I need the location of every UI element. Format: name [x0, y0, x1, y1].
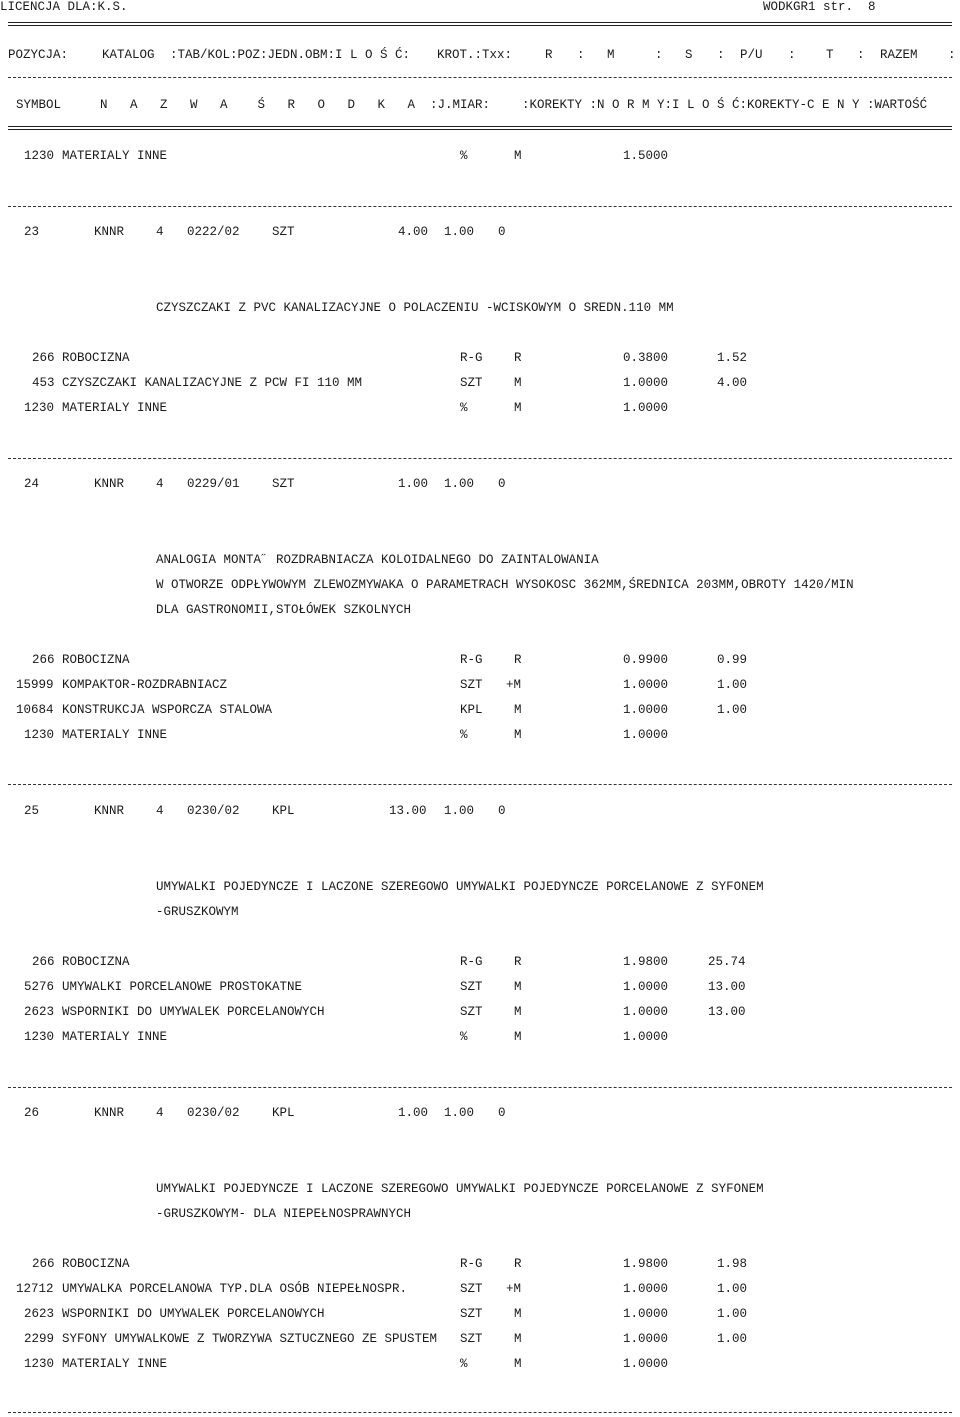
- resource-norm: 1.0000: [623, 1357, 669, 1371]
- col-sep: :: [857, 48, 865, 62]
- position-flag: 0: [498, 804, 506, 818]
- resource-quantity: 1.00: [717, 1307, 748, 1321]
- resource-name: ROBOCIZNA: [62, 955, 130, 969]
- resource-unit: R-G: [460, 351, 483, 365]
- resource-unit: SZT: [460, 1332, 483, 1346]
- resource-line: [0, 1307, 960, 1323]
- resource-unit: SZT: [460, 1005, 483, 1019]
- resource-code: 453: [32, 376, 55, 390]
- resource-norm: 1.0000: [623, 1005, 669, 1019]
- resource-code: 10684: [16, 703, 54, 717]
- resource-name: WSPORNIKI DO UMYWALEK PORCELANOWYCH: [62, 1005, 325, 1019]
- resource-unit: %: [460, 149, 468, 163]
- position-header: [0, 1106, 960, 1122]
- resource-line: [0, 955, 960, 971]
- resource-norm: 1.0000: [623, 678, 669, 692]
- resource-norm: 1.0000: [623, 1030, 669, 1044]
- position-description: UMYWALKI POJEDYNCZE I LACZONE SZEREGOWO UMYWALKI POJEDYNCZE PORCELANOWE Z SYFONEM: [156, 1182, 764, 1196]
- position-catalog: KNNR: [94, 1106, 125, 1120]
- position-description: -GRUSZKOWYM- DLA NIEPEŁNOSPRAWNYCH: [156, 1207, 412, 1221]
- resource-line: [0, 149, 960, 165]
- position-header: [0, 477, 960, 493]
- resource-norm: 1.0000: [623, 703, 669, 717]
- position-number: 26: [24, 1106, 40, 1120]
- resource-quantity: 13.00: [708, 980, 746, 994]
- resource-code: 15999: [16, 678, 54, 692]
- resource-norm: 1.0000: [623, 1307, 669, 1321]
- position-number: 25: [24, 804, 40, 818]
- resource-line: [0, 1357, 960, 1373]
- col-sep: :: [948, 48, 956, 62]
- position-table: 4: [156, 225, 164, 239]
- resource-line: [0, 1282, 960, 1298]
- resource-unit: SZT: [460, 1307, 483, 1321]
- col-sep: :: [577, 48, 585, 62]
- resource-name: KONSTRUKCJA WSPORCZA STALOWA: [62, 703, 273, 717]
- position-table: 4: [156, 477, 164, 491]
- resource-unit: SZT: [460, 1282, 483, 1296]
- position-description: -GRUSZKOWYM: [156, 905, 239, 919]
- resource-line: [0, 1005, 960, 1021]
- col-sep: :: [788, 48, 796, 62]
- col-symbol: SYMBOL: [16, 98, 62, 112]
- resource-type: M: [514, 376, 522, 390]
- position-flag: 0: [498, 1106, 506, 1120]
- resource-quantity: 0.99: [717, 653, 748, 667]
- dashed-rule: [8, 784, 952, 785]
- col-razem: RAZEM: [880, 48, 918, 62]
- resource-name: MATERIALY INNE: [62, 1030, 168, 1044]
- resource-code: 1230: [24, 1030, 55, 1044]
- resource-quantity: 1.52: [717, 351, 748, 365]
- resource-quantity: 25.74: [708, 955, 746, 969]
- resource-line: [0, 678, 960, 694]
- position-unit: KPL: [272, 804, 295, 818]
- dashed-rule: [8, 1412, 952, 1413]
- resource-unit: KPL: [460, 703, 483, 717]
- resource-quantity: 4.00: [717, 376, 748, 390]
- position-quantity: 1.00: [398, 477, 429, 491]
- resource-norm: 1.9800: [623, 1257, 669, 1271]
- resource-type: M: [514, 149, 522, 163]
- position-quantity: 13.00: [389, 804, 427, 818]
- resource-norm: 0.9900: [623, 653, 669, 667]
- resource-type: M: [514, 728, 522, 742]
- resource-line: [0, 401, 960, 417]
- resource-type: M: [514, 1005, 522, 1019]
- resource-line: [0, 703, 960, 719]
- position-catalog: KNNR: [94, 225, 125, 239]
- resource-type: +M: [506, 678, 522, 692]
- resource-unit: %: [460, 401, 468, 415]
- resource-norm: 1.0000: [623, 401, 669, 415]
- resource-unit: SZT: [460, 980, 483, 994]
- resource-type: R: [514, 653, 522, 667]
- position-description: ANALOGIA MONTA˝ ROZDRABNIACZA KOLOIDALNEGO DO ZAINTALOWANIA: [156, 553, 599, 567]
- resource-unit: SZT: [460, 376, 483, 390]
- resource-name: UMYWALKA PORCELANOWA TYP.DLA OSÓB NIEPEŁNOSPR.: [62, 1282, 408, 1296]
- resource-norm: 1.5000: [623, 149, 669, 163]
- col-korekty: :KOREKTY :N O R M Y:I L O Ś Ć:KOREKTY-C E N Y :WARTOŚĆ: [522, 98, 928, 112]
- resource-quantity: 1.00: [717, 1282, 748, 1296]
- resource-norm: 1.9800: [623, 955, 669, 969]
- resource-name: KOMPAKTOR-ROZDRABNIACZ: [62, 678, 228, 692]
- resource-unit: %: [460, 1357, 468, 1371]
- resource-unit: SZT: [460, 678, 483, 692]
- double-rule: [8, 126, 952, 130]
- resource-code: 2623: [24, 1307, 55, 1321]
- position-unit: KPL: [272, 1106, 295, 1120]
- resource-name: WSPORNIKI DO UMYWALEK PORCELANOWYCH: [62, 1307, 325, 1321]
- resource-quantity: 1.00: [717, 678, 748, 692]
- position-code: 0230/02: [187, 804, 240, 818]
- resource-code: 1230: [24, 401, 55, 415]
- position-catalog: KNNR: [94, 477, 125, 491]
- resource-line: [0, 728, 960, 744]
- resource-line: [0, 980, 960, 996]
- resource-norm: 0.3800: [623, 351, 669, 365]
- resource-code: 1230: [24, 1357, 55, 1371]
- position-flag: 0: [498, 225, 506, 239]
- position-code: 0229/01: [187, 477, 240, 491]
- resource-unit: R-G: [460, 653, 483, 667]
- col-katalog: KATALOG: [102, 48, 155, 62]
- license-label: LICENCJA DLA:K.S.: [0, 0, 128, 14]
- resource-name: UMYWALKI PORCELANOWE PROSTOKATNE: [62, 980, 303, 994]
- resource-type: M: [514, 980, 522, 994]
- resource-norm: 1.0000: [623, 728, 669, 742]
- position-multiplier: 1.00: [444, 477, 475, 491]
- position-description: DLA GASTRONOMII,STOŁÓWEK SZKOLNYCH: [156, 603, 412, 617]
- resource-type: M: [514, 1307, 522, 1321]
- resource-type: R: [514, 351, 522, 365]
- resource-code: 1230: [24, 728, 55, 742]
- resource-norm: 1.0000: [623, 980, 669, 994]
- col-pu: P/U: [740, 48, 763, 62]
- resource-quantity: 1.00: [717, 1332, 748, 1346]
- resource-type: R: [514, 1257, 522, 1271]
- resource-type: M: [514, 401, 522, 415]
- double-rule: [8, 22, 952, 26]
- resource-line: [0, 1030, 960, 1046]
- resource-quantity: 13.00: [708, 1005, 746, 1019]
- resource-name: ROBOCIZNA: [62, 351, 130, 365]
- resource-norm: 1.0000: [623, 1282, 669, 1296]
- dashed-rule: [8, 77, 952, 78]
- col-pozycja: POZYCJA:: [8, 48, 69, 62]
- position-quantity: 1.00: [398, 1106, 429, 1120]
- resource-norm: 1.0000: [623, 376, 669, 390]
- position-description: UMYWALKI POJEDYNCZE I LACZONE SZEREGOWO UMYWALKI POJEDYNCZE PORCELANOWE Z SYFONEM: [156, 880, 764, 894]
- position-quantity: 4.00: [398, 225, 429, 239]
- resource-type: M: [514, 1357, 522, 1371]
- resource-type: R: [514, 955, 522, 969]
- resource-type: +M: [506, 1282, 522, 1296]
- resource-name: MATERIALY INNE: [62, 1357, 168, 1371]
- resource-line: [0, 1257, 960, 1273]
- resource-type: M: [514, 1030, 522, 1044]
- col-t: T: [826, 48, 834, 62]
- resource-name: MATERIALY INNE: [62, 728, 168, 742]
- resource-line: [0, 653, 960, 669]
- dashed-rule: [8, 458, 952, 459]
- col-m: M: [607, 48, 615, 62]
- resource-quantity: 1.98: [717, 1257, 748, 1271]
- resource-code: 266: [32, 653, 55, 667]
- position-catalog: KNNR: [94, 804, 125, 818]
- resource-code: 1230: [24, 149, 55, 163]
- position-unit: SZT: [272, 477, 295, 491]
- position-description: W OTWORZE ODPŁYWOWYM ZLEWOZMYWAKA O PARAMETRACH WYSOKOSC 362MM,ŚREDNICA 203MM,OBROTY 1420/MIN: [156, 578, 854, 592]
- resource-line: [0, 376, 960, 392]
- resource-unit: R-G: [460, 955, 483, 969]
- resource-name: ROBOCIZNA: [62, 1257, 130, 1271]
- resource-unit: %: [460, 1030, 468, 1044]
- position-code: 0230/02: [187, 1106, 240, 1120]
- resource-name: SYFONY UMYWALKOWE Z TWORZYWA SZTUCZNEGO ZE SPUSTEM: [62, 1332, 438, 1346]
- resource-code: 5276: [24, 980, 55, 994]
- position-number: 23: [24, 225, 40, 239]
- dashed-rule: [8, 206, 952, 207]
- position-header: [0, 225, 960, 241]
- resource-type: M: [514, 703, 522, 717]
- position-multiplier: 1.00: [444, 225, 475, 239]
- resource-name: MATERIALY INNE: [62, 149, 168, 163]
- position-number: 24: [24, 477, 40, 491]
- position-multiplier: 1.00: [444, 1106, 475, 1120]
- position-code: 0222/02: [187, 225, 240, 239]
- resource-code: 12712: [16, 1282, 54, 1296]
- resource-name: CZYSZCZAKI KANALIZACYJNE Z PCW FI 110 MM: [62, 376, 363, 390]
- position-table: 4: [156, 1106, 164, 1120]
- resource-line: [0, 1332, 960, 1348]
- col-sep: :: [717, 48, 725, 62]
- position-flag: 0: [498, 477, 506, 491]
- col-tab-kol: :TAB/KOL:POZ:JEDN.OBM:I L O Ś Ć:: [170, 48, 411, 62]
- position-unit: SZT: [272, 225, 295, 239]
- resource-unit: R-G: [460, 1257, 483, 1271]
- resource-line: [0, 351, 960, 367]
- resource-code: 2623: [24, 1005, 55, 1019]
- resource-quantity: 1.00: [717, 703, 748, 717]
- resource-code: 266: [32, 1257, 55, 1271]
- resource-norm: 1.0000: [623, 1332, 669, 1346]
- col-sep: :: [655, 48, 663, 62]
- resource-type: M: [514, 1332, 522, 1346]
- document-reference: WODKGR1 str. 8: [763, 0, 876, 14]
- resource-code: 2299: [24, 1332, 55, 1346]
- position-description: CZYSZCZAKI Z PVC KANALIZACYJNE O POLACZENIU -WCISKOWYM O SREDN.110 MM: [156, 301, 674, 315]
- position-table: 4: [156, 804, 164, 818]
- position-multiplier: 1.00: [444, 804, 475, 818]
- resource-unit: %: [460, 728, 468, 742]
- resource-code: 266: [32, 351, 55, 365]
- resource-name: MATERIALY INNE: [62, 401, 168, 415]
- dashed-rule: [8, 1087, 952, 1088]
- resource-code: 266: [32, 955, 55, 969]
- position-header: [0, 804, 960, 820]
- col-krot: KROT.:Txx:: [437, 48, 513, 62]
- col-r: R: [545, 48, 553, 62]
- col-s: S: [685, 48, 693, 62]
- resource-name: ROBOCIZNA: [62, 653, 130, 667]
- col-nazwa: N A Z W A Ś R O D K A :J.MIAR:: [100, 98, 491, 112]
